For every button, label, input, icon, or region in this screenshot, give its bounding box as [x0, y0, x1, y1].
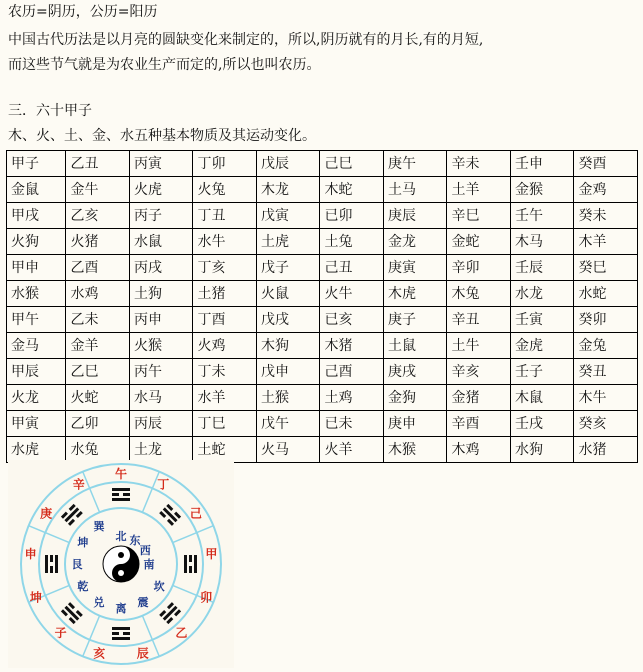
table-cell: 甲申: [7, 255, 66, 281]
outer-label: 丁: [157, 477, 170, 492]
outer-label: 卯: [200, 590, 213, 605]
table-cell: 丁丑: [193, 203, 257, 229]
table-cell: 木猪: [320, 333, 384, 359]
table-cell: 木狗: [256, 333, 320, 359]
inner-label: 震: [137, 596, 149, 610]
inner-label: 巽: [93, 519, 105, 533]
table-cell: 辛丑: [447, 307, 511, 333]
table-cell: 水鼠: [129, 229, 193, 255]
table-row: [7, 203, 638, 229]
table-cell: 癸未: [574, 203, 638, 229]
table-cell: 木牛: [574, 385, 638, 411]
table-cell: 己丑: [320, 255, 384, 281]
table-cell: 丙戌: [129, 255, 193, 281]
table-cell: 土龙: [129, 437, 193, 463]
table-cell: 丁亥: [193, 255, 257, 281]
table-cell: 辛巳: [447, 203, 511, 229]
ray-line: [29, 526, 70, 543]
table-cell: 土兔: [320, 229, 384, 255]
table-cell: 火龙: [7, 385, 66, 411]
table-cell: 土鼠: [383, 333, 447, 359]
table-cell: 金猴: [510, 177, 574, 203]
trigram-icon: [61, 504, 83, 526]
table-cell: 火蛇: [66, 385, 130, 411]
table-row: [7, 385, 638, 411]
table-cell: 壬申: [510, 151, 574, 177]
table-cell: 癸卯: [574, 307, 638, 333]
table-cell: 庚子: [383, 307, 447, 333]
outer-label: 甲: [205, 547, 218, 562]
table-cell: 乙卯: [66, 411, 130, 437]
table-cell: 火狗: [7, 229, 66, 255]
table-row: [7, 177, 638, 203]
table-cell: 木龙: [256, 177, 320, 203]
table-cell: 土蛇: [193, 437, 257, 463]
table-cell: 水马: [129, 385, 193, 411]
table-cell: 丙辰: [129, 411, 193, 437]
table-cell: 戊辰: [256, 151, 320, 177]
table-cell: 木兔: [447, 281, 511, 307]
table-cell: 土猴: [256, 385, 320, 411]
text-line-3: 而这些节气就是为农业生产而定的,所以也叫农历。: [8, 57, 321, 73]
table-cell: 金蛇: [447, 229, 511, 255]
bagua-svg: [8, 460, 234, 668]
table-cell: 癸巳: [574, 255, 638, 281]
table-cell: 火猪: [66, 229, 130, 255]
table-cell: 甲辰: [7, 359, 66, 385]
ray-line: [83, 472, 100, 513]
outer-label: 辛: [72, 477, 85, 492]
table-cell: 土鸡: [320, 385, 384, 411]
outer-label: 乙: [175, 626, 188, 641]
table-cell: 水虎: [7, 437, 66, 463]
table-cell: 木羊: [574, 229, 638, 255]
table-row: [7, 437, 638, 463]
table-cell: 丁酉: [193, 307, 257, 333]
table-cell: 金狗: [383, 385, 447, 411]
table-cell: 木蛇: [320, 177, 384, 203]
table-cell: 水狗: [510, 437, 574, 463]
table-cell: 土马: [383, 177, 447, 203]
inner-label: 离: [115, 602, 127, 615]
table-cell: 火猴: [129, 333, 193, 359]
inner-label: 兑: [93, 596, 105, 610]
inner-label: 坤: [77, 536, 89, 549]
trigram-icon: [112, 627, 130, 640]
inner-label: 坎: [153, 580, 165, 593]
table-cell: 丁卯: [193, 151, 257, 177]
table-cell: 水猪: [574, 437, 638, 463]
table-cell: 辛未: [447, 151, 511, 177]
trigram-icon: [159, 504, 181, 526]
table-row: [7, 411, 638, 437]
table-cell: 木虎: [383, 281, 447, 307]
ray-line: [173, 526, 214, 543]
table-cell: 水龙: [510, 281, 574, 307]
table-row: [7, 307, 638, 333]
table-cell: 金鼠: [7, 177, 66, 203]
table-cell: 丙子: [129, 203, 193, 229]
table-cell: 戊申: [256, 359, 320, 385]
table-cell: 甲戌: [7, 203, 66, 229]
table-cell: 辛酉: [447, 411, 511, 437]
table-cell: 金鸡: [574, 177, 638, 203]
table-cell: 乙丑: [66, 151, 130, 177]
table-cell: 甲子: [7, 151, 66, 177]
table-cell: 丙午: [129, 359, 193, 385]
inner-label: 乾: [77, 580, 89, 593]
table-cell: 火虎: [129, 177, 193, 203]
table-cell: 已亥: [320, 307, 384, 333]
table-cell: 癸丑: [574, 359, 638, 385]
outer-label: 申: [24, 547, 37, 562]
table-cell: 戊戌: [256, 307, 320, 333]
table-cell: 木鼠: [510, 385, 574, 411]
table-cell: 金虎: [510, 333, 574, 359]
table-cell: 水鸡: [66, 281, 130, 307]
inner-label: 北: [115, 530, 127, 543]
table-cell: 水羊: [193, 385, 257, 411]
table-cell: 壬子: [510, 359, 574, 385]
table-cell: 已卯: [320, 203, 384, 229]
table-row: [7, 333, 638, 359]
table-cell: 庚寅: [383, 255, 447, 281]
table-cell: 已未: [320, 411, 384, 437]
table-cell: 水兔: [66, 437, 130, 463]
yin-yang-icon: [103, 546, 139, 582]
outer-label: 辰: [136, 646, 149, 661]
table-cell: 壬午: [510, 203, 574, 229]
section-subheading: 木、火、土、金、水五种基本物质及其运动变化。: [8, 128, 316, 144]
table-cell: 甲午: [7, 307, 66, 333]
table-cell: 水牛: [193, 229, 257, 255]
table-cell: 土牛: [447, 333, 511, 359]
outer-label: 亥: [93, 646, 106, 661]
table-cell: 金猪: [447, 385, 511, 411]
table-cell: 乙酉: [66, 255, 130, 281]
inner-label: 南: [143, 558, 155, 571]
table-cell: 金羊: [66, 333, 130, 359]
outer-label: 坤: [29, 590, 42, 605]
table-row: [7, 229, 638, 255]
table-cell: 丁巳: [193, 411, 257, 437]
trigram-icon: [61, 602, 83, 624]
bagua-diagram: [8, 460, 234, 668]
inner-label: 艮: [71, 558, 83, 571]
table-cell: 庚戌: [383, 359, 447, 385]
table-cell: 木马: [510, 229, 574, 255]
table-cell: 木猴: [383, 437, 447, 463]
table-cell: 戊子: [256, 255, 320, 281]
trigram-icon: [159, 602, 181, 624]
table-cell: 土羊: [447, 177, 511, 203]
table-cell: 火马: [256, 437, 320, 463]
table-cell: 壬辰: [510, 255, 574, 281]
table-cell: 木鸡: [447, 437, 511, 463]
table-cell: 己酉: [320, 359, 384, 385]
table-cell: 土狗: [129, 281, 193, 307]
table-row: [7, 359, 638, 385]
outer-label: 己: [189, 506, 202, 521]
table-cell: 壬寅: [510, 307, 574, 333]
table-row: [7, 151, 638, 177]
table-cell: 乙亥: [66, 203, 130, 229]
outer-label: 庚: [40, 506, 53, 521]
inner-label: 东: [129, 533, 141, 547]
table-cell: 土虎: [256, 229, 320, 255]
section-heading: 三．六十甲子: [8, 103, 92, 119]
table-cell: 己巳: [320, 151, 384, 177]
table-cell: 癸酉: [574, 151, 638, 177]
outer-label: 午: [114, 467, 128, 481]
table-cell: 庚午: [383, 151, 447, 177]
text-line-1: 农历=阴历，公历=阳历: [8, 4, 158, 20]
table-cell: 火羊: [320, 437, 384, 463]
table-cell: 金牛: [66, 177, 130, 203]
table-cell: 戊午: [256, 411, 320, 437]
table-cell: 土猪: [193, 281, 257, 307]
table-cell: 金龙: [383, 229, 447, 255]
table-cell: 丁未: [193, 359, 257, 385]
table-cell: 火鸡: [193, 333, 257, 359]
table-cell: 辛亥: [447, 359, 511, 385]
table-row: [7, 255, 638, 281]
table-cell: 甲寅: [7, 411, 66, 437]
table-cell: 火牛: [320, 281, 384, 307]
table-cell: 金马: [7, 333, 66, 359]
trigram-icon: [184, 555, 197, 573]
table-cell: 癸亥: [574, 411, 638, 437]
table-cell: 乙未: [66, 307, 130, 333]
table-cell: 火鼠: [256, 281, 320, 307]
text-line-2: 中国古代历法是以月亮的圆缺变化来制定的，所以,阴历就有的月长,有的月短,: [8, 32, 484, 48]
table-cell: 辛卯: [447, 255, 511, 281]
table-cell: 庚申: [383, 411, 447, 437]
table-cell: 乙巳: [66, 359, 130, 385]
table-cell: 水蛇: [574, 281, 638, 307]
outer-label: 子: [54, 626, 67, 641]
table-cell: 壬戌: [510, 411, 574, 437]
table-cell: 庚辰: [383, 203, 447, 229]
trigram-icon: [112, 488, 130, 501]
table-cell: 丙申: [129, 307, 193, 333]
table-cell: 火兔: [193, 177, 257, 203]
inner-label: 西: [139, 544, 151, 557]
table-cell: 水猴: [7, 281, 66, 307]
table-cell: 戊寅: [256, 203, 320, 229]
table-row: [7, 281, 638, 307]
sixty-jiazi-table: [6, 150, 638, 463]
table-cell: 丙寅: [129, 151, 193, 177]
table-cell: 金兔: [574, 333, 638, 359]
trigram-icon: [45, 555, 58, 573]
